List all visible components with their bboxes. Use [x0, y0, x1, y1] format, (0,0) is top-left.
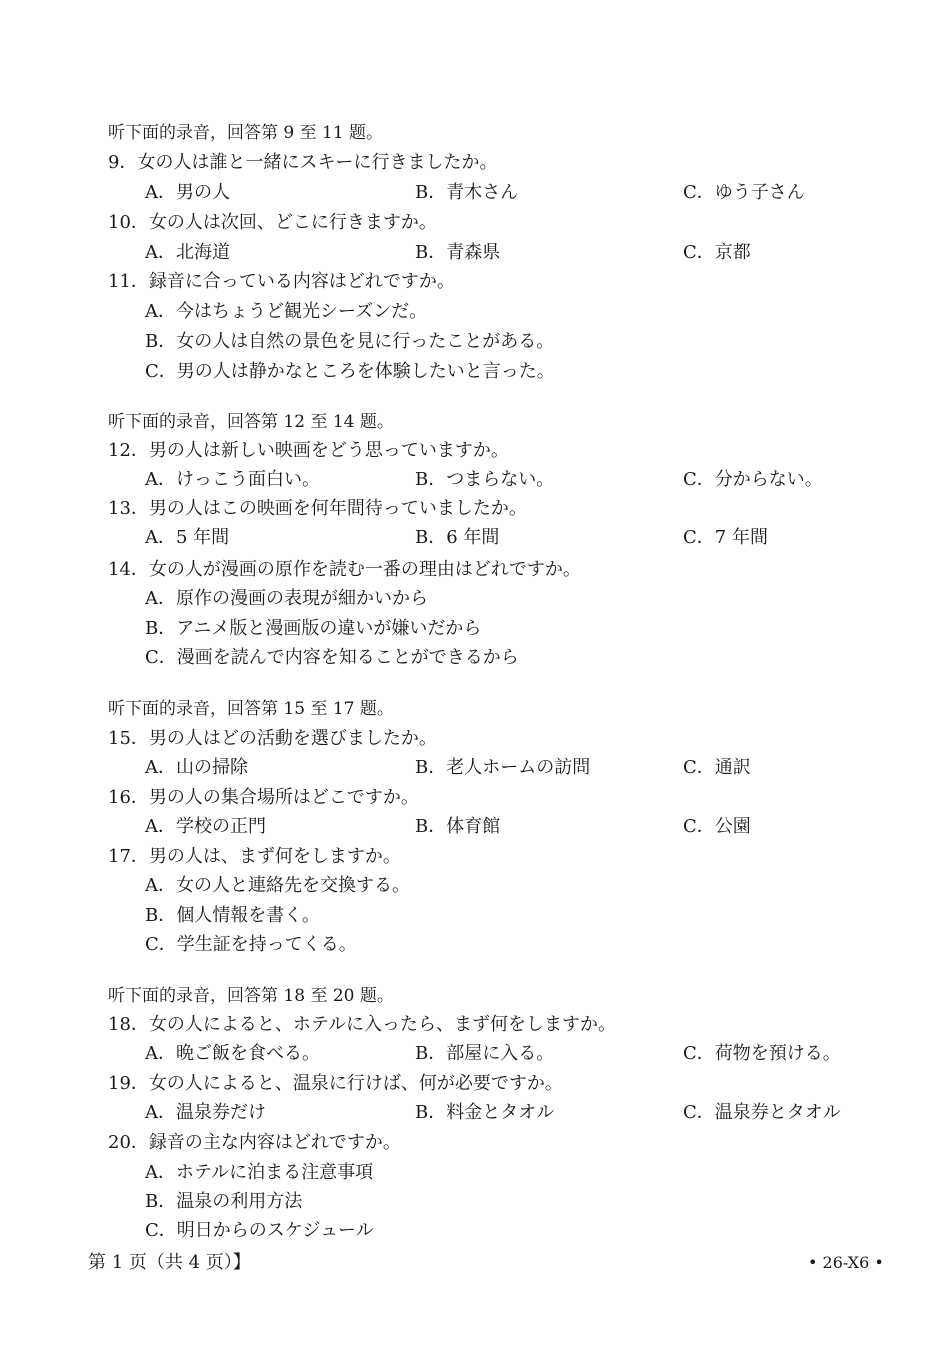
option-9c: C．ゆう子さん — [683, 182, 805, 203]
option-11b: B．女の人は自然の景色を見に行ったことがある。 — [145, 331, 555, 352]
question-11: 11．録音に合っている内容はどれですか。 — [108, 271, 455, 292]
question-16: 16．男の人の集合場所はどこですか。 — [108, 787, 419, 808]
option-16b: B．体育館 — [415, 816, 501, 837]
option-18c: C．荷物を預ける。 — [683, 1043, 841, 1064]
option-17c: C．学生証を持ってくる。 — [145, 934, 357, 955]
option-10a: A．北海道 — [145, 242, 230, 263]
section-header: 听下面的录音，回答第 18 至 20 题。 — [108, 986, 394, 1006]
question-10: 10．女の人は次回、どこに行きますか。 — [108, 212, 437, 233]
question-15: 15．男の人はどの活動を選びましたか。 — [108, 728, 437, 749]
option-16a: A．学校の正門 — [145, 816, 266, 837]
option-12a: A．けっこう面白い。 — [145, 469, 320, 490]
option-14b: B．アニメ版と漫画版の違いが嫌いだから — [145, 618, 482, 639]
page-number: 第 1 页（共 4 页）】 — [88, 1252, 251, 1273]
option-20b: B．温泉の利用方法 — [145, 1191, 303, 1212]
option-17a: A．女の人と連絡先を交換する。 — [145, 875, 410, 896]
option-15c: C．通訳 — [683, 757, 751, 778]
option-14a: A．原作の漫画の表現が細かいから — [145, 588, 428, 609]
option-15b: B．老人ホームの訪問 — [415, 757, 591, 778]
question-13: 13．男の人はこの映画を何年間待っていましたか。 — [108, 498, 527, 519]
option-9a: A．男の人 — [145, 182, 230, 203]
question-14: 14．女の人が漫画の原作を読む一番の理由はどれですか。 — [108, 559, 581, 580]
section-header: 听下面的录音，回答第 9 至 11 题。 — [108, 123, 384, 143]
exam-code: • 26-X6 • — [808, 1253, 884, 1272]
question-20: 20．録音の主な内容はどれですか。 — [108, 1132, 401, 1153]
option-10b: B．青森県 — [415, 242, 501, 263]
section-header: 听下面的录音，回答第 15 至 17 题。 — [108, 699, 394, 719]
option-20a: A．ホテルに泊まる注意事項 — [145, 1162, 374, 1183]
option-15a: A．山の掃除 — [145, 757, 248, 778]
option-19b: B．料金とタオル — [415, 1102, 555, 1123]
question-12: 12．男の人は新しい映画をどう思っていますか。 — [108, 440, 509, 461]
option-20c: C．明日からのスケジュール — [145, 1220, 374, 1241]
option-11c: C．男の人は静かなところを体験したいと言った。 — [145, 361, 555, 382]
option-10c: C．京都 — [683, 242, 751, 263]
question-18: 18．女の人によると、ホテルに入ったら、まず何をしますか。 — [108, 1014, 617, 1035]
option-19c: C．温泉券とタオル — [683, 1102, 841, 1123]
option-13a: A．5 年間 — [145, 527, 230, 548]
option-13b: B．6 年間 — [415, 527, 500, 548]
option-12c: C．分からない。 — [683, 469, 823, 490]
option-19a: A．温泉券だけ — [145, 1102, 266, 1123]
question-17: 17．男の人は、まず何をしますか。 — [108, 846, 401, 867]
question-9: 9．女の人は誰と一緒にスキーに行きましたか。 — [108, 152, 498, 173]
section-header: 听下面的录音，回答第 12 至 14 题。 — [108, 412, 394, 432]
option-11a: A．今はちょうど観光シーズンだ。 — [145, 301, 428, 322]
option-13c: C．7 年間 — [683, 527, 768, 548]
question-19: 19．女の人によると、温泉に行けば、何が必要ですか。 — [108, 1073, 563, 1094]
option-18b: B．部屋に入る。 — [415, 1043, 555, 1064]
option-9b: B．青木さん — [415, 182, 519, 203]
option-16c: C．公園 — [683, 816, 751, 837]
option-17b: B．個人情報を書く。 — [145, 905, 320, 926]
option-14c: C．漫画を読んで内容を知ることができるから — [145, 647, 519, 668]
option-12b: B．つまらない。 — [415, 469, 555, 490]
option-18a: A．晩ご飯を食べる。 — [145, 1043, 320, 1064]
